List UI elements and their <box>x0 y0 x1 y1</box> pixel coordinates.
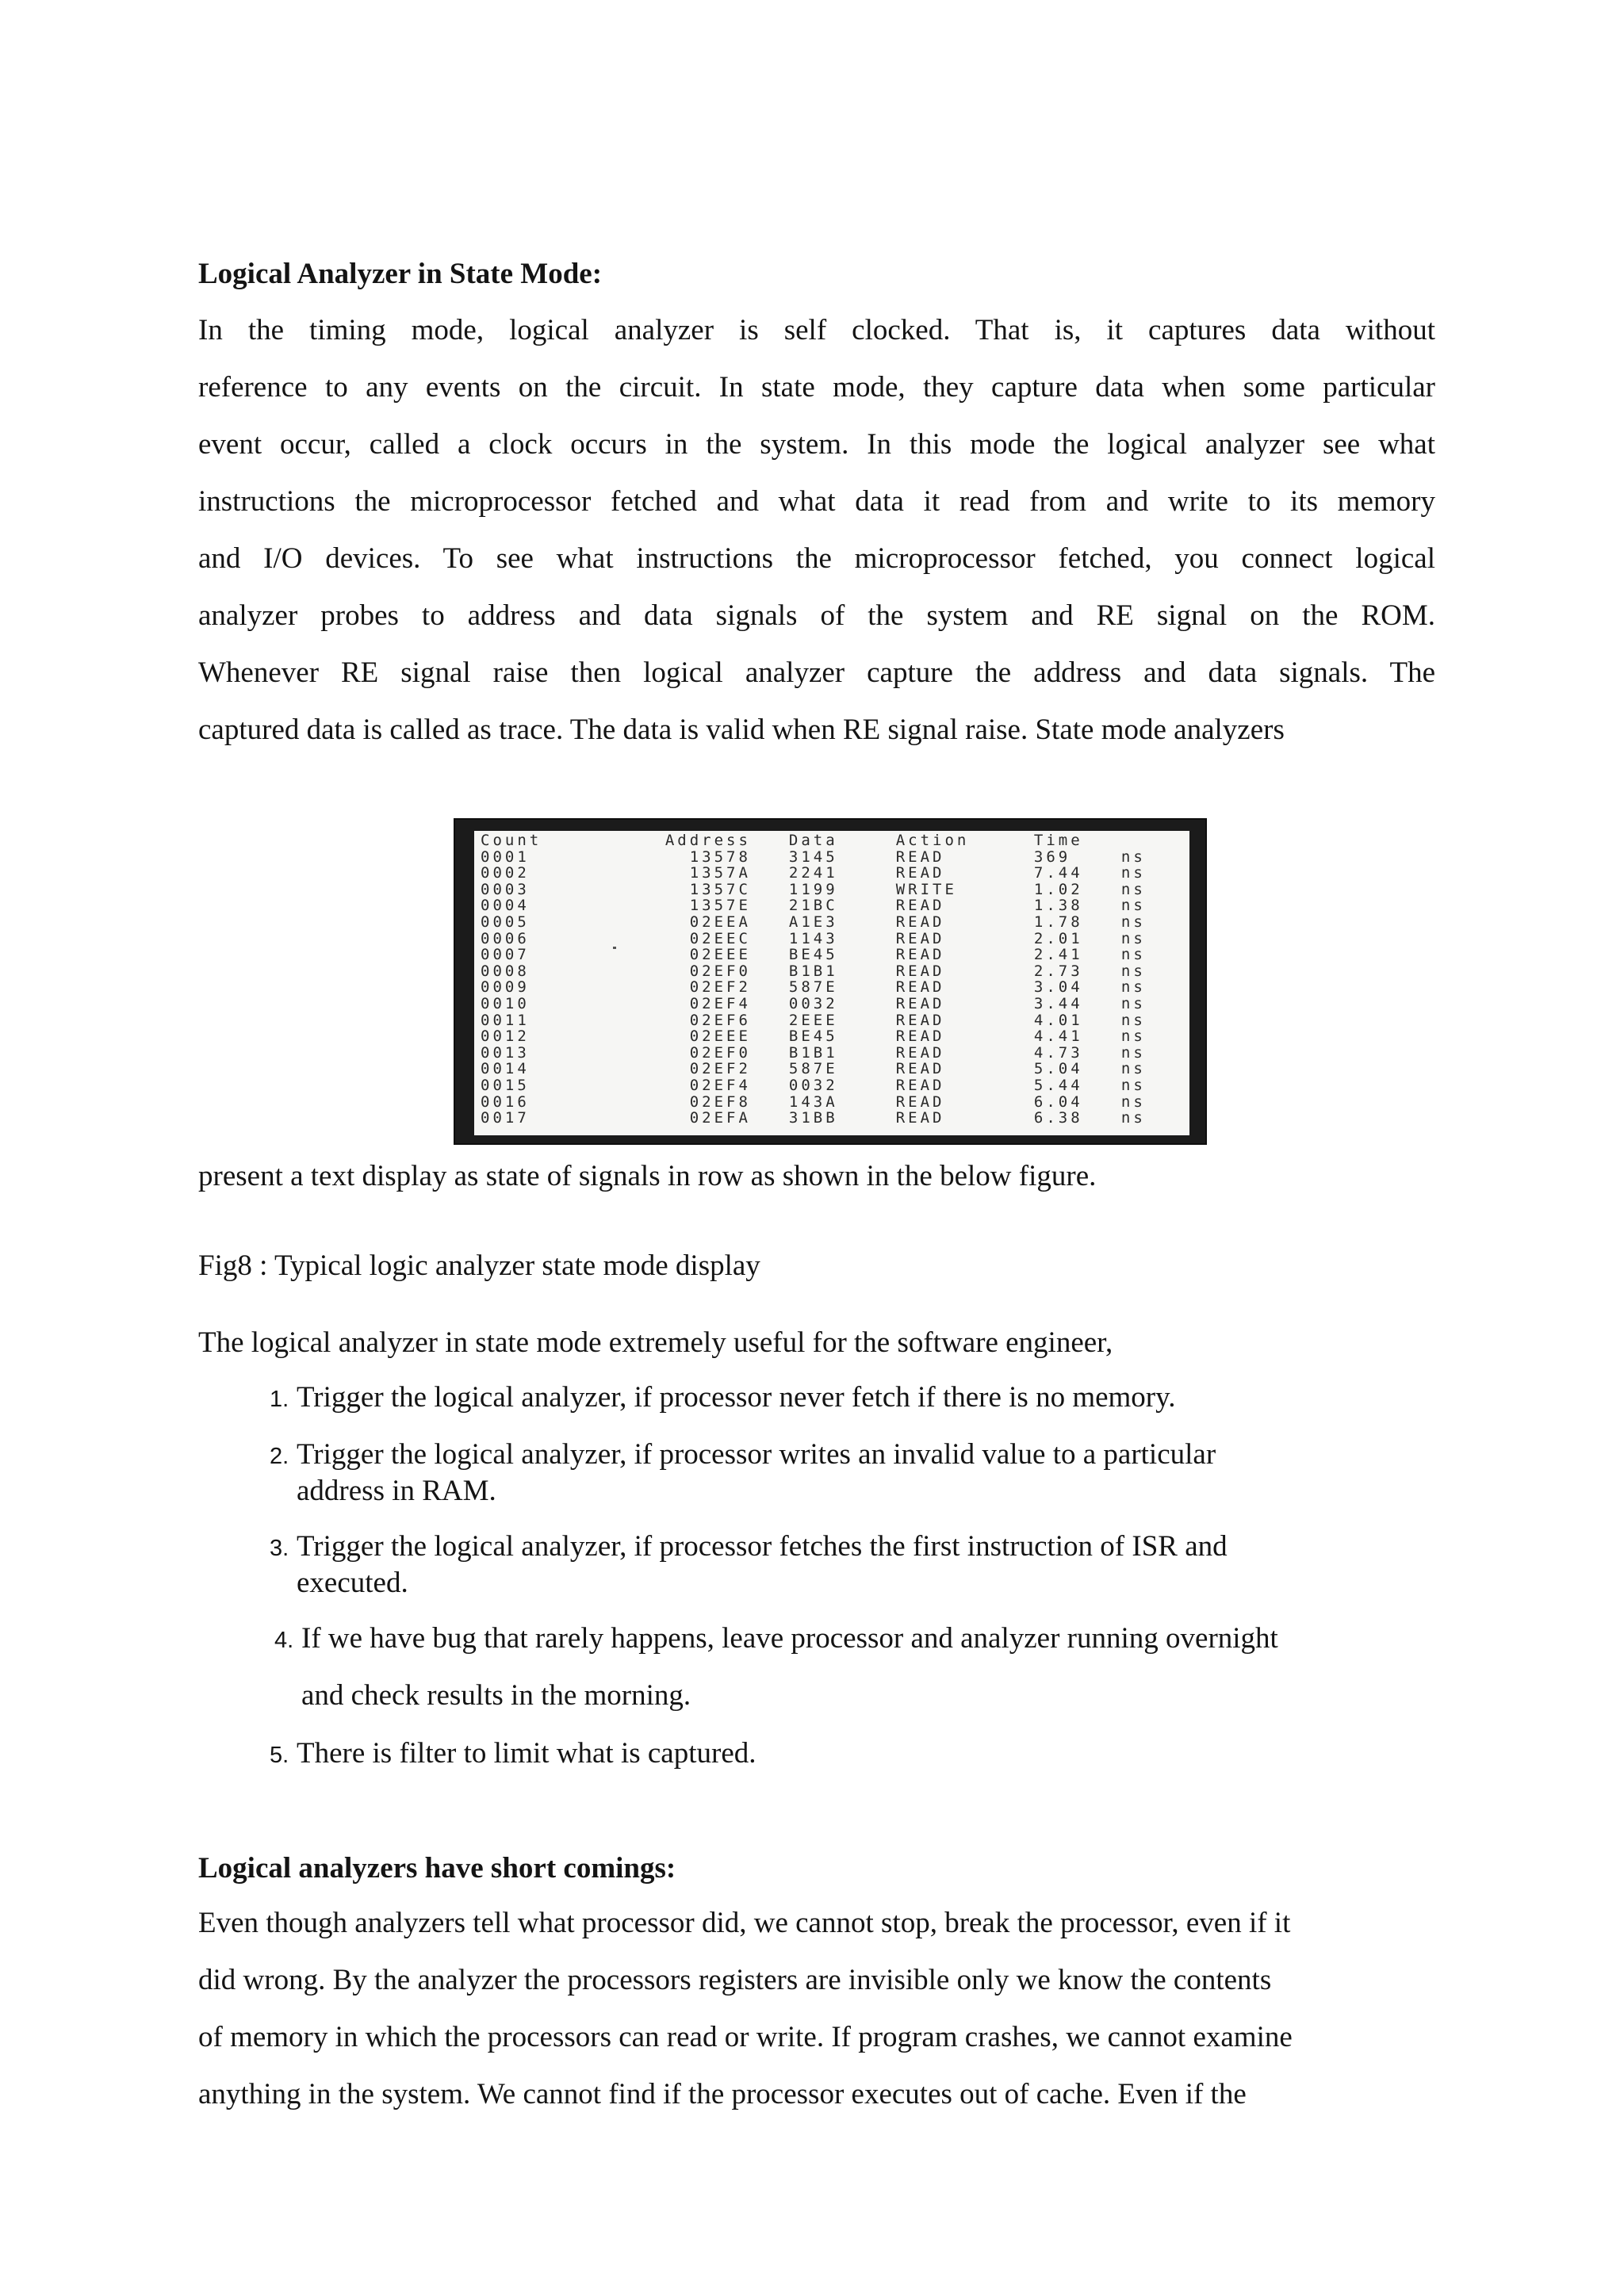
paragraph-line: In the timing mode, logical analyzer is self clocked. That is, it captures data without <box>198 314 1435 346</box>
time-value: 1.78 <box>1033 913 1083 931</box>
time-unit: ns <box>1120 848 1146 866</box>
header-time: Time <box>1033 832 1083 849</box>
data-cell: BE45 <box>788 946 838 964</box>
action-cell: READ <box>895 864 945 882</box>
header-count: Count <box>481 832 542 849</box>
data-cell: 587E <box>788 1060 838 1078</box>
action-cell: READ <box>895 946 945 964</box>
paragraph-line: anything in the system. We cannot find if the processor executes out of cache. Even if the <box>198 2078 1247 2110</box>
list-number: 5. <box>270 1743 289 1768</box>
table-row <box>481 897 1189 914</box>
table-header-row <box>481 832 1189 849</box>
data-cell: 31BB <box>788 1109 838 1127</box>
address-cell: 13578 <box>689 848 751 866</box>
address-cell: 1357C <box>689 880 751 898</box>
table-row <box>481 1077 1189 1094</box>
paragraph-line: analyzer probes to address and data signals of the system and RE signal on the ROM. <box>198 599 1435 632</box>
count-cell: 0003 <box>481 880 530 898</box>
list-number: 2. <box>270 1444 289 1469</box>
list-number: 1. <box>270 1387 289 1412</box>
address-cell: 02EF4 <box>689 1076 751 1094</box>
time-cell <box>1034 897 1189 914</box>
time-cell <box>1034 1077 1189 1094</box>
count-cell: 0001 <box>481 848 530 866</box>
table-row <box>481 1045 1189 1062</box>
paragraph-line: captured data is called as trace. The data is valid when RE signal raise. State mode analyzers <box>198 714 1285 746</box>
table-row <box>481 849 1189 866</box>
action-cell: READ <box>895 1060 945 1078</box>
list-intro: The logical analyzer in state mode extremely useful for the software engineer, <box>198 1326 1113 1359</box>
header-address: Address <box>665 832 751 849</box>
address-cell: 02EF2 <box>689 978 751 997</box>
paragraph-line: Whenever RE signal raise then logical analyzer capture the address and data signals. The <box>198 656 1435 689</box>
action-cell: READ <box>895 1043 945 1062</box>
time-value: 369 <box>1033 848 1071 866</box>
state-trace-table <box>481 832 1189 1127</box>
count-cell: 0013 <box>481 1043 530 1062</box>
paragraph-line: did wrong. By the analyzer the processors registers are invisible only we know the contents <box>198 1964 1272 1996</box>
data-cell: A1E3 <box>788 913 838 931</box>
list-text: Trigger the logical analyzer, if processor never fetch if there is no memory. <box>297 1381 1176 1414</box>
action-cell: READ <box>895 848 945 866</box>
list-text: Trigger the logical analyzer, if processor fetches the first instruction of ISR and <box>297 1530 1228 1563</box>
time-value: 3.04 <box>1033 978 1083 997</box>
time-unit: ns <box>1120 864 1146 882</box>
address-cell: 02EEC <box>689 929 751 947</box>
time-value: 6.38 <box>1033 1109 1083 1127</box>
data-cell: 0032 <box>788 994 838 1012</box>
action-cell: READ <box>895 1109 945 1127</box>
time-value: 3.44 <box>1033 994 1083 1012</box>
time-unit: ns <box>1120 1043 1146 1062</box>
action-cell: READ <box>895 1011 945 1029</box>
paragraph-line: and I/O devices. To see what instructions the microprocessor fetched, you connect logical <box>198 542 1435 575</box>
data-cell: 1143 <box>788 929 838 947</box>
count-cell: 0004 <box>481 897 530 915</box>
count-cell: 0015 <box>481 1076 530 1094</box>
time-unit: ns <box>1120 962 1146 980</box>
address-cell: 02EF2 <box>689 1060 751 1078</box>
address-cell: 02EF0 <box>689 962 751 980</box>
time-value: 1.38 <box>1033 897 1083 915</box>
time-value: 6.04 <box>1033 1093 1083 1111</box>
table-row <box>481 979 1189 996</box>
count-cell: 0016 <box>481 1093 530 1111</box>
count-cell: 0007 <box>481 946 530 964</box>
analyzer-screen <box>474 831 1189 1135</box>
table-row <box>481 1028 1189 1045</box>
time-cell <box>1034 849 1189 866</box>
table-row <box>481 882 1189 898</box>
table-row <box>481 1012 1189 1029</box>
time-unit: ns <box>1120 1076 1146 1094</box>
table-row <box>481 1110 1189 1127</box>
time-unit: ns <box>1120 994 1146 1012</box>
address-cell: 02EFA <box>689 1109 751 1127</box>
list-text: If we have bug that rarely happens, leave processor and analyzer running overnight <box>301 1622 1278 1655</box>
action-cell: READ <box>895 978 945 997</box>
count-cell: 0008 <box>481 962 530 980</box>
count-cell: 0014 <box>481 1060 530 1078</box>
paragraph-line: event occur, called a clock occurs in the system. In this mode the logical analyzer see what <box>198 428 1435 461</box>
time-unit: ns <box>1120 929 1146 947</box>
time-cell <box>1034 1061 1189 1077</box>
time-value: 7.44 <box>1033 864 1083 882</box>
data-cell: 587E <box>788 978 838 997</box>
paragraph-line: instructions the microprocessor fetched and what data it read from and write to its memory <box>198 485 1435 518</box>
time-cell <box>1034 1094 1189 1111</box>
data-cell: 2EEE <box>788 1011 838 1029</box>
logic-analyzer-display-figure <box>454 818 1207 1145</box>
action-cell: WRITE <box>895 880 957 898</box>
address-cell: 02EEA <box>689 913 751 931</box>
time-cell <box>1034 947 1189 963</box>
paragraph-line: reference to any events on the circuit. In state mode, they capture data when some particular <box>198 371 1435 404</box>
address-cell: 02EF8 <box>689 1093 751 1111</box>
data-cell: 143A <box>788 1093 838 1111</box>
time-cell <box>1034 1110 1189 1127</box>
time-unit: ns <box>1120 1027 1146 1046</box>
time-value: 2.01 <box>1033 929 1083 947</box>
time-cell <box>1034 914 1189 931</box>
table-row <box>481 914 1189 931</box>
address-cell: 1357E <box>689 897 751 915</box>
action-cell: READ <box>895 897 945 915</box>
data-cell: B1B1 <box>788 1043 838 1062</box>
paragraph-line: of memory in which the processors can read or write. If program crashes, we cannot examine <box>198 2021 1293 2053</box>
time-value: 4.01 <box>1033 1011 1083 1029</box>
paragraph-short-comings <box>198 1895 1451 2123</box>
action-cell: READ <box>895 1076 945 1094</box>
time-cell <box>1034 1028 1189 1045</box>
table-row <box>481 865 1189 882</box>
time-value: 4.73 <box>1033 1043 1083 1062</box>
paragraph-continuation: present a text display as state of signals in row as shown in the below figure. <box>198 1160 1097 1192</box>
action-cell: READ <box>895 962 945 980</box>
header-data: Data <box>788 832 838 849</box>
count-cell: 0005 <box>481 913 530 931</box>
time-value: 5.44 <box>1033 1076 1083 1094</box>
time-cell <box>1034 1045 1189 1062</box>
time-unit: ns <box>1120 978 1146 997</box>
time-unit: ns <box>1120 897 1146 915</box>
time-cell <box>1034 963 1189 980</box>
data-cell: 2241 <box>788 864 838 882</box>
table-row <box>481 947 1189 963</box>
count-cell: 0011 <box>481 1011 530 1029</box>
list-number: 3. <box>270 1536 289 1561</box>
table-row <box>481 996 1189 1012</box>
list-text: executed. <box>297 1567 408 1599</box>
data-cell: 21BC <box>788 897 838 915</box>
screen-artifact <box>613 947 616 949</box>
address-cell: 1357A <box>689 864 751 882</box>
time-unit: ns <box>1120 880 1146 898</box>
address-cell: 02EEE <box>689 946 751 964</box>
data-cell: 0032 <box>788 1076 838 1094</box>
list-number: 4. <box>274 1628 294 1653</box>
address-cell: 02EF4 <box>689 994 751 1012</box>
data-cell: BE45 <box>788 1027 838 1046</box>
time-cell <box>1034 882 1189 898</box>
time-unit: ns <box>1120 946 1146 964</box>
time-value: 2.41 <box>1033 946 1083 964</box>
list-text: and check results in the morning. <box>301 1679 691 1712</box>
section-heading-short-comings: Logical analyzers have short comings: <box>198 1852 676 1885</box>
action-cell: READ <box>895 1093 945 1111</box>
time-cell <box>1034 979 1189 996</box>
time-cell <box>1034 865 1189 882</box>
paragraph-state-mode <box>198 302 1435 759</box>
time-cell <box>1034 996 1189 1012</box>
address-cell: 02EF0 <box>689 1043 751 1062</box>
action-cell: READ <box>895 913 945 931</box>
list-text: There is filter to limit what is captured. <box>297 1737 756 1770</box>
action-cell: READ <box>895 929 945 947</box>
time-value: 2.73 <box>1033 962 1083 980</box>
count-cell: 0009 <box>481 978 530 997</box>
figure-caption: Fig8 : Typical logic analyzer state mode display <box>198 1249 760 1282</box>
table-row <box>481 1094 1189 1111</box>
header-action: Action <box>895 832 970 849</box>
count-cell: 0002 <box>481 864 530 882</box>
time-unit: ns <box>1120 1011 1146 1029</box>
time-unit: ns <box>1120 913 1146 931</box>
time-value: 4.41 <box>1033 1027 1083 1046</box>
list-text: address in RAM. <box>297 1475 496 1507</box>
table-row <box>481 963 1189 980</box>
action-cell: READ <box>895 994 945 1012</box>
count-cell: 0017 <box>481 1109 530 1127</box>
action-cell: READ <box>895 1027 945 1046</box>
paragraph-line: Even though analyzers tell what processor did, we cannot stop, break the processor, even if it <box>198 1907 1291 1939</box>
table-row <box>481 931 1189 947</box>
table-row <box>481 1061 1189 1077</box>
list-text: Trigger the logical analyzer, if processor writes an invalid value to a particular <box>297 1438 1216 1471</box>
address-cell: 02EF6 <box>689 1011 751 1029</box>
trace-rows <box>481 849 1189 1127</box>
data-cell: 3145 <box>788 848 838 866</box>
time-cell <box>1034 931 1189 947</box>
data-cell: B1B1 <box>788 962 838 980</box>
time-value: 5.04 <box>1033 1060 1083 1078</box>
count-cell: 0010 <box>481 994 530 1012</box>
count-cell: 0012 <box>481 1027 530 1046</box>
time-unit: ns <box>1120 1109 1146 1127</box>
time-cell <box>1034 1012 1189 1029</box>
count-cell: 0006 <box>481 929 530 947</box>
data-cell: 1199 <box>788 880 838 898</box>
time-unit: ns <box>1120 1093 1146 1111</box>
time-value: 1.02 <box>1033 880 1083 898</box>
address-cell: 02EEE <box>689 1027 751 1046</box>
section-heading-state-mode: Logical Analyzer in State Mode: <box>198 258 603 290</box>
time-unit: ns <box>1120 1060 1146 1078</box>
